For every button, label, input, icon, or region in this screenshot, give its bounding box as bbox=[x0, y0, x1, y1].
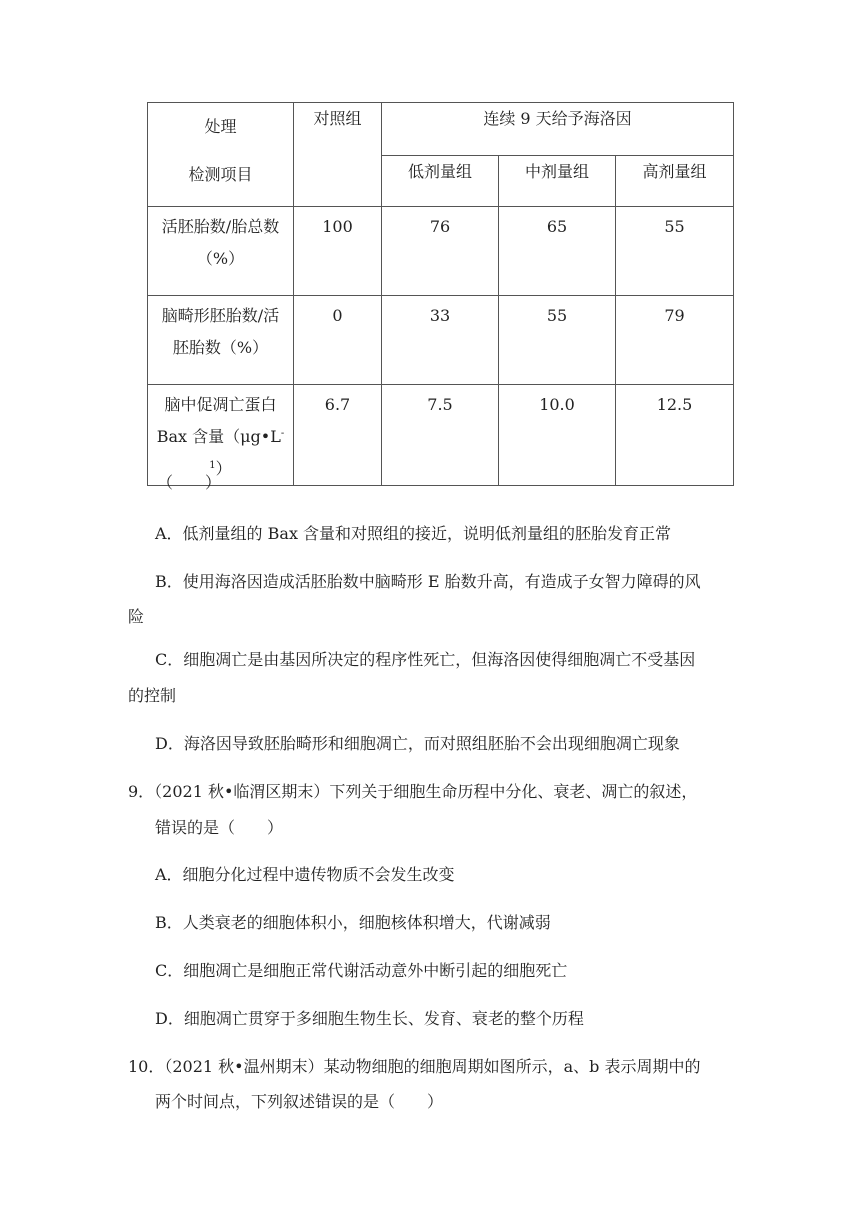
table-row bbox=[148, 296, 734, 385]
q9-option-b: B．人类衰老的细胞体积小，细胞核体积增大，代谢减弱 bbox=[155, 913, 551, 932]
table-cell: 12.5 bbox=[616, 385, 734, 486]
table-row bbox=[148, 207, 734, 296]
row-label-line2: 胚胎数（%） bbox=[172, 338, 269, 357]
q8-option-d: D．海洛因导致胚胎畸形和细胞凋亡，而对照组胚胎不会出现细胞凋亡现象 bbox=[155, 734, 680, 753]
q10-stem-line1: 10．（2021 秋•温州期末）某动物细胞的细胞周期如图所示，a、b 表示周期中的 bbox=[128, 1057, 701, 1076]
table-cell: 6.7 bbox=[294, 385, 382, 486]
row-label-line1: 活胚胎数/胎总数 bbox=[161, 217, 280, 236]
experiment-table bbox=[147, 102, 734, 486]
q9-option-d: D．细胞凋亡贯穿于多细胞生物生长、发育、衰老的整个历程 bbox=[155, 1009, 584, 1028]
table-cell: 33 bbox=[382, 296, 499, 385]
table-cell: 76 bbox=[382, 207, 499, 296]
control-header: 对照组 bbox=[294, 103, 382, 207]
q9-stem-line2: 错误的是（ ） bbox=[155, 818, 284, 837]
q9-option-c: C．细胞凋亡是细胞正常代谢活动意外中断引起的细胞死亡 bbox=[155, 961, 568, 980]
table-corner-header bbox=[148, 103, 294, 207]
q8-option-c-line1: C．细胞凋亡是由基因所决定的程序性死亡，但海洛因使得细胞凋亡不受基因 bbox=[155, 650, 696, 669]
table-cell: 10.0 bbox=[499, 385, 616, 486]
corner-bottom-label: 检测项目 bbox=[188, 165, 253, 184]
table-cell: 79 bbox=[616, 296, 734, 385]
table-cell: 7.5 bbox=[382, 385, 499, 486]
row-label-line2: （%） bbox=[196, 249, 245, 268]
table-cell: 55 bbox=[616, 207, 734, 296]
corner-top-label: 处理 bbox=[204, 117, 237, 136]
q8-answer-bracket: （ ） bbox=[157, 473, 222, 492]
sub-header-high: 高剂量组 bbox=[616, 156, 734, 207]
table-cell: 100 bbox=[294, 207, 382, 296]
q9-option-a: A．细胞分化过程中遗传物质不会发生改变 bbox=[155, 865, 455, 884]
row-label-line2: Bax 含量$(\mu g•L^{-1})$ bbox=[156, 427, 285, 478]
q9-stem-line1: 9．（2021 秋•临渭区期末）下列关于细胞生命历程中分化、衰老、凋亡的叙述， bbox=[128, 782, 698, 801]
row-label-line1: 脑中促凋亡蛋白 bbox=[164, 395, 277, 414]
table-cell: 0 bbox=[294, 296, 382, 385]
treatment-header: 连续 9 天给予海洛因 bbox=[382, 103, 734, 156]
row-label bbox=[148, 296, 294, 385]
sub-header-mid: 中剂量组 bbox=[499, 156, 616, 207]
q8-option-c-line2: 的控制 bbox=[128, 686, 177, 705]
q8-option-b-line1: B．使用海洛因造成活胚胎数中脑畸形 E 胎数升高，有造成子女智力障碍的风 bbox=[155, 572, 701, 591]
q8-option-a: A．低剂量组的 Bax 含量和对照组的接近，说明低剂量组的胚胎发育正常 bbox=[155, 524, 672, 543]
table-cell: 65 bbox=[499, 207, 616, 296]
table-row bbox=[148, 385, 734, 486]
q8-option-b-line2: 险 bbox=[128, 607, 145, 626]
row-label-line1: 脑畸形胚胎数/活 bbox=[161, 306, 280, 325]
table-cell: 55 bbox=[499, 296, 616, 385]
sub-header-low: 低剂量组 bbox=[382, 156, 499, 207]
q10-stem-line2: 两个时间点，下列叙述错误的是（ ） bbox=[155, 1092, 444, 1111]
row-label bbox=[148, 207, 294, 296]
